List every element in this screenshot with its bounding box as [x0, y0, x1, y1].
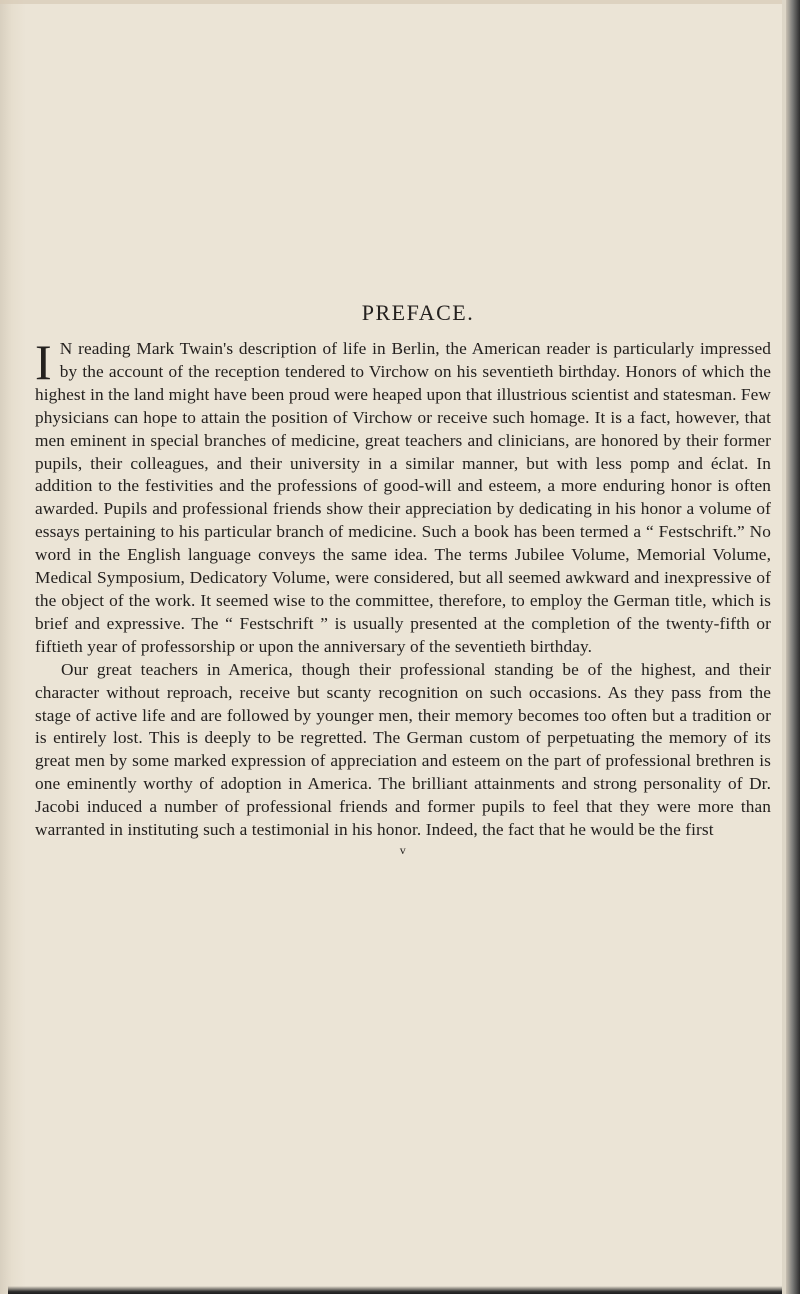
bottom-edge [8, 1286, 782, 1294]
drop-cap: I [35, 334, 52, 390]
paragraph-1 [35, 334, 771, 659]
binding-shadow [0, 0, 26, 1294]
preface-content [35, 302, 771, 856]
top-edge [0, 0, 800, 4]
paragraph-2 [35, 659, 771, 842]
page-edge-shadow [786, 0, 800, 1294]
paragraph-1-text: N reading Mark Twain's description of life in Berlin, the American reader is particularly impressed by the account of the reception tendered to Virchow on his seventieth birthday. Honors of which the highest in the land might have been proud were heaped upon that illustrious scientist and statesman. Few physicians can hope to attain the position of Virchow or receive such homage. It is a fact, however, that men eminent in special branches of medicine, great teachers and clinicians, are honored by their former pupils, their colleagues, and their university in a similar manner, but with less pomp and éclat. In addition to the festivities and the professions of good-will and esteem, a more enduring honor is often awarded. Pupils and professional friends show their appreciation by dedicating in his honor a volume of essays pertaining to his particular branch of medicine. Such a book has been termed a “ Festschrift.” No word in the English language conveys the same idea. The terms Jubilee Volume, Memorial Volume, Medical Symposium, Dedicatory Volume, were considered, but all seemed awkward and inexpressive of the object of the work. It seemed wise to the committee, therefore, to employ the German title, which is brief and expressive. The “ Festschrift ” is usually presented at the completion of the twenty-fifth or fiftieth year of professorship or upon the anniversary of the seventieth birthday. [35, 339, 771, 656]
page-number: v [399, 842, 407, 857]
paragraph-2-text: Our great teachers in America, though their professional standing be of the highest, and their character without reproach, receive but scanty recognition on such occasions. As they pass from the stage of active life and are followed by younger men, their memory becomes too often but a tradition or is entirely lost. This is deeply to be regretted. The German custom of perpetuating the memory of its great men by some marked expression of appreciation and esteem on the part of professional brethren is one eminently worthy of adoption in America. The brilliant attainments and strong personality of Dr. Jacobi induced a number of professional friends and former pupils to feel that they were more than warranted in instituting such a testimonial in his honor. Indeed, the fact that he would be the first [35, 659, 771, 840]
page-title: PREFACE. [361, 300, 475, 325]
